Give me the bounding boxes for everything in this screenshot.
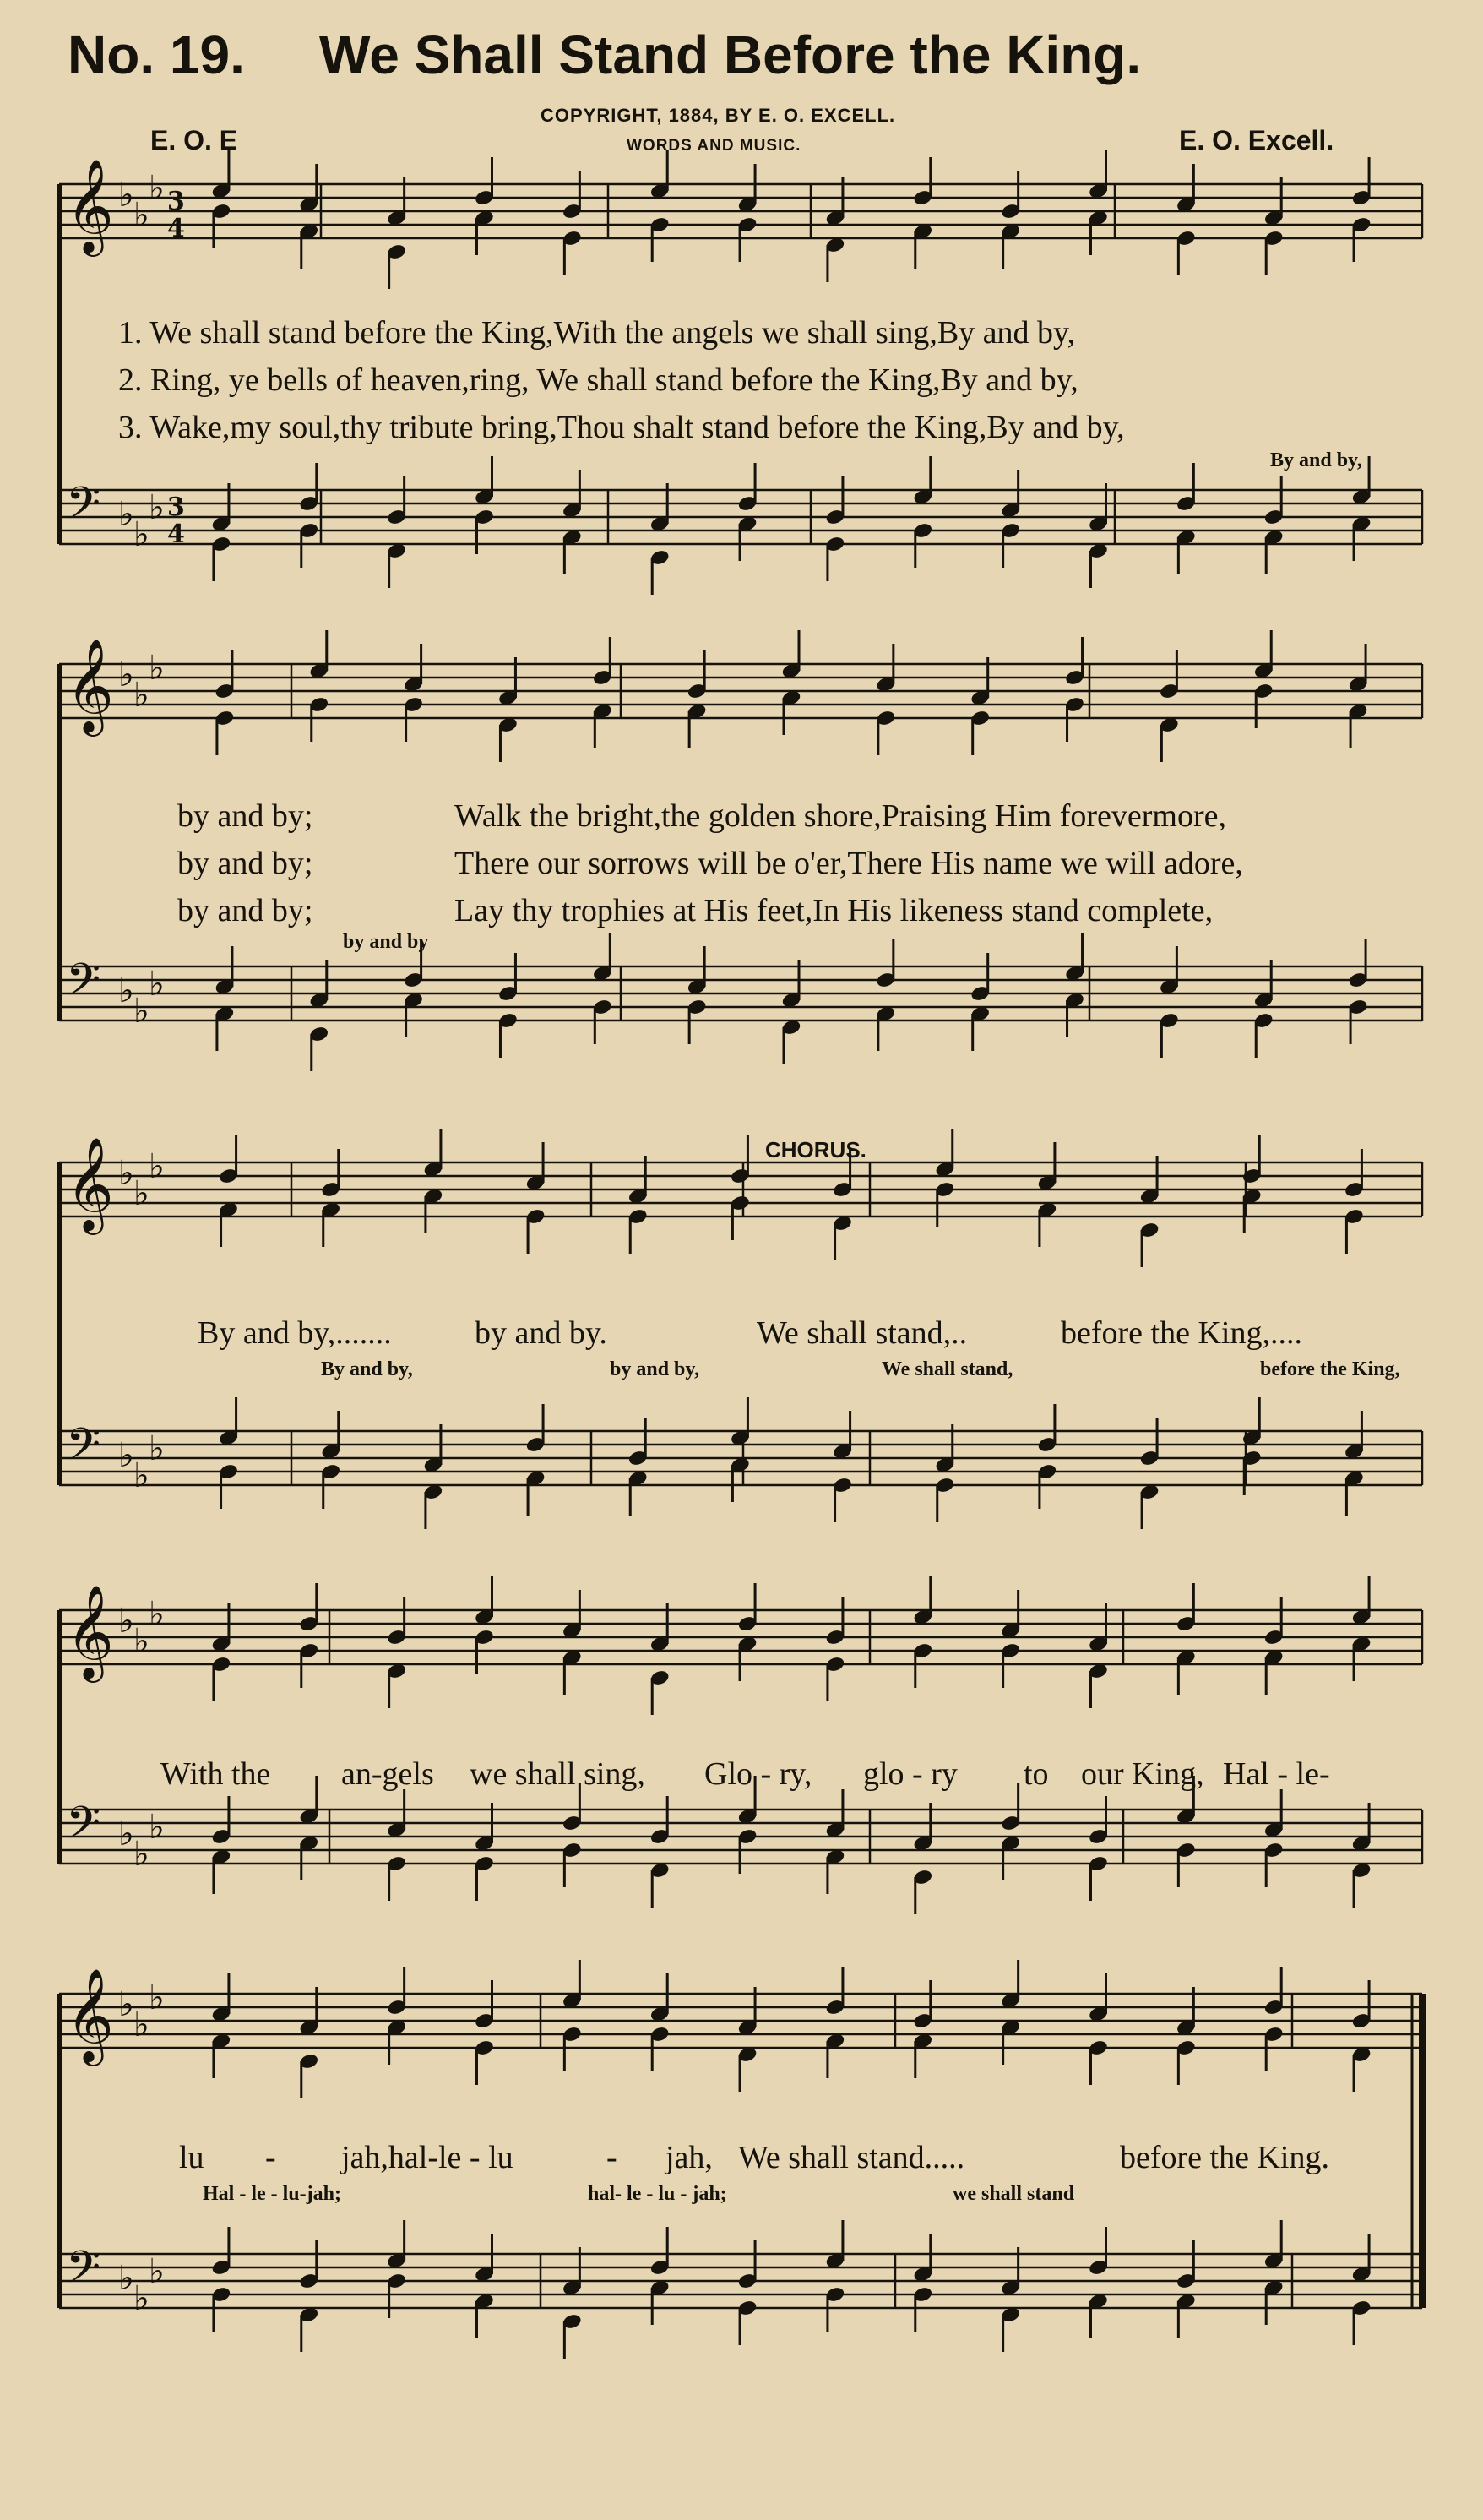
treble-clef-icon: 𝄞: [66, 1136, 114, 1231]
copyright-notice: COPYRIGHT, 1884, BY E. O. EXCELL.: [541, 105, 896, 126]
chorus-line-2-w4: Glo - ry,: [704, 1756, 812, 1792]
flat-sign-icon: ♭: [149, 169, 165, 208]
hymn-title: We Shall Stand Before the King.: [319, 24, 1142, 85]
chorus-line-2-w1: With the: [160, 1756, 271, 1792]
chorus-cue-6: hal- le - lu - jah;: [588, 2183, 727, 2205]
chorus-cue-3: We shall stand,: [882, 1358, 1013, 1380]
time-signature: 4: [167, 214, 185, 243]
verse-3-line-2: Lay thy trophies at His feet,In His likeness stand complete,: [454, 893, 1214, 928]
flat-sign-icon: ♭: [133, 992, 149, 1031]
chorus-label: CHORUS.: [765, 1137, 866, 1162]
bass-clef-icon: 𝄢: [66, 1798, 101, 1860]
flat-sign-icon: ♭: [133, 1622, 149, 1661]
flat-sign-icon: ♭: [133, 676, 149, 715]
flat-sign-icon: ♭: [118, 656, 134, 694]
bass-cue-2: by and by: [343, 931, 429, 953]
flat-sign-icon: ♭: [149, 1808, 165, 1847]
flat-sign-icon: ♭: [133, 2279, 149, 2318]
bass-clef-icon: 𝄢: [66, 2242, 101, 2305]
flat-sign-icon: ♭: [149, 965, 165, 1004]
verse-1-line-1: 1. We shall stand before the King,With the angels we shall sing,By and by,: [118, 315, 1076, 351]
bass-clef-icon: 𝄢: [66, 1419, 101, 1482]
chorus-line-3-w3: jah,hal-le - lu: [341, 2140, 513, 2175]
flat-sign-icon: ♭: [118, 495, 134, 534]
chorus-cue-1: By and by,: [321, 1358, 413, 1380]
treble-clef-icon: 𝄞: [66, 158, 114, 253]
chorus-line-3-w5: jah,: [665, 2140, 713, 2175]
flat-sign-icon: ♭: [149, 1429, 165, 1468]
chorus-line-1d: before the King,....: [1061, 1315, 1302, 1351]
chorus-line-3-w7: before the King.: [1120, 2140, 1329, 2175]
flat-sign-icon: ♭: [149, 2252, 165, 2291]
flat-sign-icon: ♭: [149, 1978, 165, 2017]
chorus-line-3-w4: -: [606, 2140, 617, 2175]
flat-sign-icon: ♭: [133, 515, 149, 554]
flat-sign-icon: ♭: [149, 649, 165, 688]
verse-2-line-1: 2. Ring, ye bells of heaven,ring, We shall stand before the King,By and by,: [118, 362, 1078, 398]
flat-sign-icon: ♭: [149, 488, 165, 527]
treble-clef-icon: 𝄞: [66, 638, 114, 732]
treble-clef-icon: 𝄞: [66, 1584, 114, 1679]
flat-sign-icon: ♭: [118, 1436, 134, 1475]
chorus-line-2-w3: we shall sing,: [470, 1756, 645, 1792]
flat-sign-icon: ♭: [149, 1595, 165, 1634]
flat-sign-icon: ♭: [133, 1174, 149, 1213]
chorus-line-2-w2: an-gels: [341, 1756, 434, 1792]
chorus-cue-2: by and by,: [610, 1358, 700, 1380]
verse-1-line-2-start: by and by;: [177, 798, 313, 834]
chorus-line-1c: We shall stand,..: [757, 1315, 968, 1351]
verse-1-line-2: Walk the bright,the golden shore,Praising Him forevermore,: [454, 798, 1226, 834]
chorus-line-2-w6: to: [1024, 1756, 1049, 1792]
bass-cue-1: By and by,: [1270, 449, 1362, 471]
time-signature: 3: [167, 493, 185, 522]
time-signature: 4: [167, 520, 185, 549]
treble-clef-icon: 𝄞: [66, 1968, 114, 2062]
verse-3-line-2-start: by and by;: [177, 893, 313, 928]
chorus-line-1b: by and by.: [475, 1315, 607, 1351]
flat-sign-icon: ♭: [133, 2006, 149, 2044]
flat-sign-icon: ♭: [118, 176, 134, 215]
lyricist-credit: E. O. E: [150, 125, 238, 155]
chorus-line-2-w5: glo - ry: [863, 1756, 958, 1792]
flat-sign-icon: ♭: [149, 1147, 165, 1186]
chorus-line-1a: By and by,.......: [198, 1315, 392, 1351]
flat-sign-icon: ♭: [118, 1154, 134, 1193]
chorus-line-2-w8: Hal - le-: [1223, 1756, 1330, 1792]
flat-sign-icon: ♭: [133, 1456, 149, 1495]
verse-2-line-2: There our sorrows will be o'er,There His name we will adore,: [454, 846, 1243, 881]
flat-sign-icon: ♭: [118, 972, 134, 1010]
flat-sign-icon: ♭: [118, 2259, 134, 2298]
chorus-line-3-w2: -: [265, 2140, 276, 2175]
flat-sign-icon: ♭: [133, 196, 149, 235]
chorus-line-3-w1: lu: [179, 2140, 204, 2175]
verse-2-line-2-start: by and by;: [177, 846, 313, 881]
chorus-cue-5: Hal - le - lu-jah;: [203, 2183, 341, 2205]
flat-sign-icon: ♭: [133, 1835, 149, 1874]
hymn-number: No. 19.: [68, 24, 245, 85]
verse-3-line-1: 3. Wake,my soul,thy tribute bring,Thou shalt stand before the King,By and by,: [118, 410, 1125, 445]
flat-sign-icon: ♭: [118, 1602, 134, 1641]
chorus-cue-7: we shall stand: [953, 2183, 1075, 2205]
flat-sign-icon: ♭: [118, 1815, 134, 1853]
words-and-music-label: WORDS AND MUSIC.: [627, 137, 801, 155]
bass-clef-icon: 𝄢: [66, 955, 101, 1017]
time-signature: 3: [167, 187, 185, 216]
flat-sign-icon: ♭: [118, 1985, 134, 2024]
chorus-cue-4: before the King,: [1260, 1358, 1400, 1380]
chorus-line-3-w6: We shall stand.....: [738, 2140, 965, 2175]
chorus-line-2-w7: our King,: [1081, 1756, 1204, 1792]
bass-clef-icon: 𝄢: [66, 478, 101, 541]
composer-credit: E. O. Excell.: [1179, 125, 1334, 155]
